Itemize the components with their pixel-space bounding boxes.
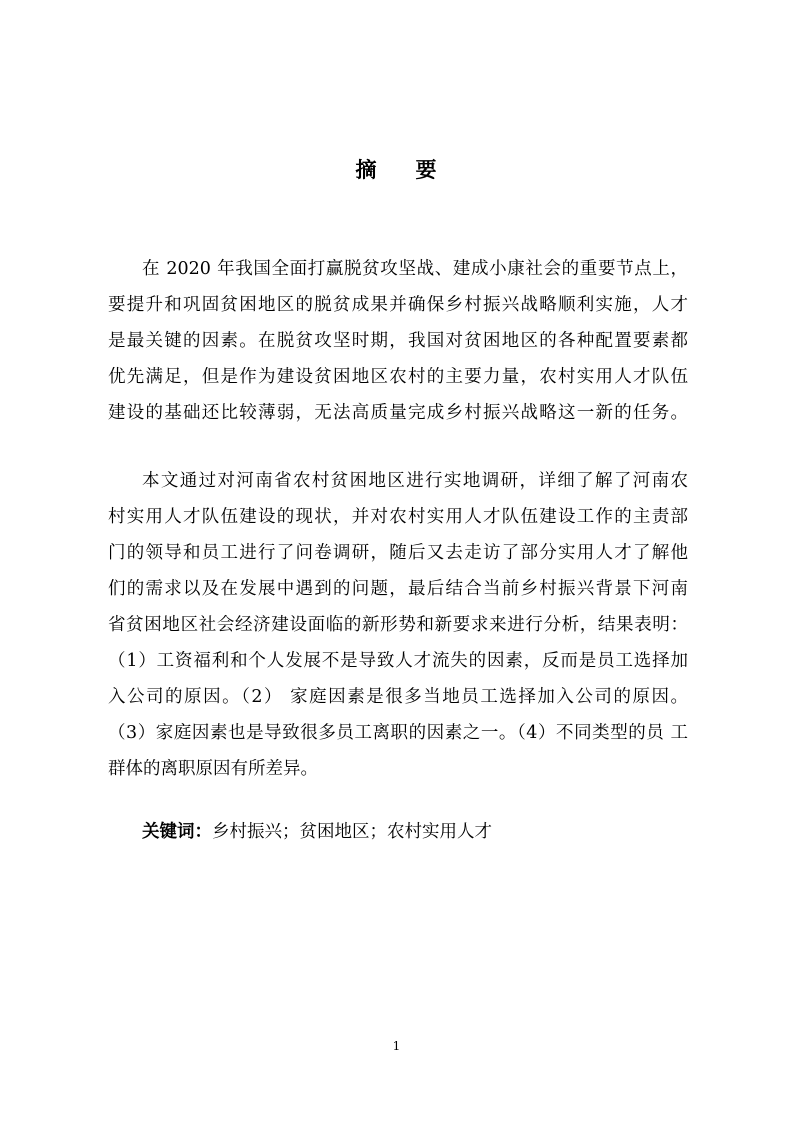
paragraph-1-line-5: 建设的基础还比较薄弱，无法高质量完成乡村振兴战略这一新的任务。 <box>108 403 688 423</box>
paragraph-1-line-2: 要提升和巩固贫困地区的脱贫成果并确保乡村振兴战略顺利实施，人才 <box>108 295 688 315</box>
paragraph-1-line-1: 在 2020 年我国全面打赢脱贫攻坚战、建成小康社会的重要节点上， <box>142 259 688 279</box>
abstract-title <box>0 152 793 188</box>
abstract-title-part2: 要 <box>415 158 438 182</box>
paragraph-2-line-2: 村实用人才队伍建设的现状，并对农村实用人才队伍建设工作的主责部 <box>108 507 688 527</box>
paragraph-2-line-7: 入公司的原因。（2） 家庭因素是很多当地员工选择加入公司的原因。 <box>108 687 688 707</box>
keywords-label: 关键词： <box>142 822 212 842</box>
abstract-title-part1: 摘 <box>355 158 378 182</box>
paragraph-2-line-4: 们的需求以及在发展中遇到的问题，最后结合当前乡村振兴背景下河南 <box>108 579 688 599</box>
paragraph-1-line-4: 优先满足，但是作为建设贫困地区农村的主要力量，农村实用人才队伍 <box>108 367 688 387</box>
paragraph-2-line-1: 本文通过对河南省农村贫困地区进行实地调研，详细了解了河南农 <box>142 471 688 491</box>
keywords-line <box>142 814 688 850</box>
paragraph-2-line-3: 门的领导和员工进行了问卷调研，随后又去走访了部分实用人才了解他 <box>108 543 688 563</box>
paragraph-2-line-8: （3）家庭因素也是导致很多员工离职的因素之一。（4）不同类型的员 工 <box>108 723 688 743</box>
paragraph-2-line-5: 省贫困地区社会经济建设面临的新形势和新要求来进行分析，结果表明： <box>108 615 688 635</box>
paragraph-2-line-6: （1）工资福利和个人发展不是导致人才流失的因素，反而是员工选择加 <box>108 651 688 671</box>
paragraph-1-line-3: 是最关键的因素。在脱贫攻坚时期，我国对贫困地区的各种配置要素都 <box>108 331 688 351</box>
page-number: 1 <box>392 1039 401 1053</box>
keywords-text: 乡村振兴；贫困地区；农村实用人才 <box>212 822 492 842</box>
paragraph-2-line-9: 群体的离职原因有所差异。 <box>108 759 318 779</box>
